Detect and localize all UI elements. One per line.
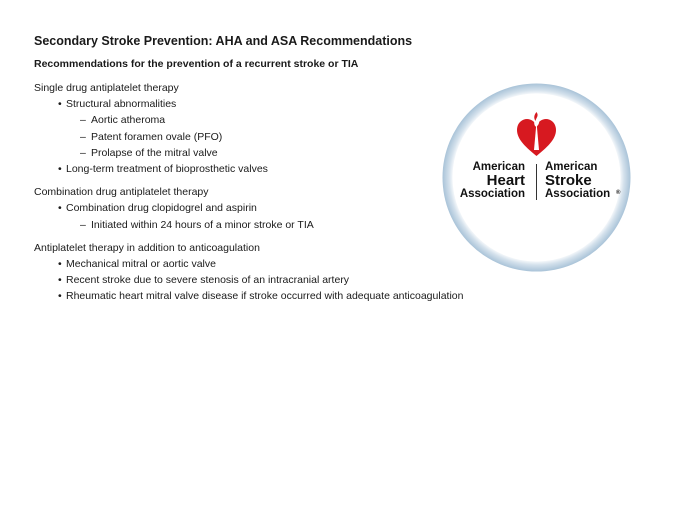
dash-icon: – [80,218,86,231]
aha-asa-logo [441,82,632,273]
section-heading: Antiplatelet therapy in addition to anticoagulation [34,241,260,254]
dash-icon: – [80,114,86,127]
bullet-icon: • [58,258,62,271]
logo-text-american-right: American [545,161,598,173]
list-item-label: Recent stroke due to severe stenosis of an intracranial artery [66,274,350,287]
list-item-label: Rheumatic heart mitral valve disease if stroke occurred with adequate anticoagulation [66,290,464,303]
section-heading: Combination drug antiplatelet therapy [34,186,209,199]
logo-text-stroke: Stroke [545,172,592,189]
sub-list-item-label: Aortic atheroma [91,114,166,127]
dash-icon: – [80,130,86,143]
bullet-icon: • [58,202,62,215]
dash-icon: – [80,146,86,159]
bullet-icon: • [58,290,62,303]
bullet-icon: • [58,274,62,287]
registered-mark: ® [616,190,621,196]
sub-list-item-label: Patent foramen ovale (PFO) [91,130,223,143]
list-item-label: Long-term treatment of bioprosthetic valves [66,163,268,176]
list-item-label: Structural abnormalities [66,98,177,111]
logo-text-american-left: American [472,161,525,173]
page-title: Secondary Stroke Prevention: AHA and ASA Recommendations [34,34,413,48]
list-item [34,288,514,304]
list-item-label: Combination drug clopidogrel and aspirin [66,202,257,215]
section-heading: Single drug antiplatelet therapy [34,82,179,94]
list-item [34,272,514,288]
sub-list-item-label: Initiated within 24 hours of a minor stroke or TIA [91,218,314,231]
bullet-icon: • [58,98,62,111]
bullet-icon: • [58,163,62,176]
logo-text-association-left: Association [459,188,525,200]
sub-list-item-label: Prolapse of the mitral valve [91,146,218,159]
page-subtitle: Recommendations for the prevention of a recurrent stroke or TIA [34,58,359,70]
logo-text-association-right: Association [545,188,611,200]
list-item-label: Mechanical mitral or aortic valve [66,258,216,271]
logo-text-heart: Heart [486,172,525,189]
